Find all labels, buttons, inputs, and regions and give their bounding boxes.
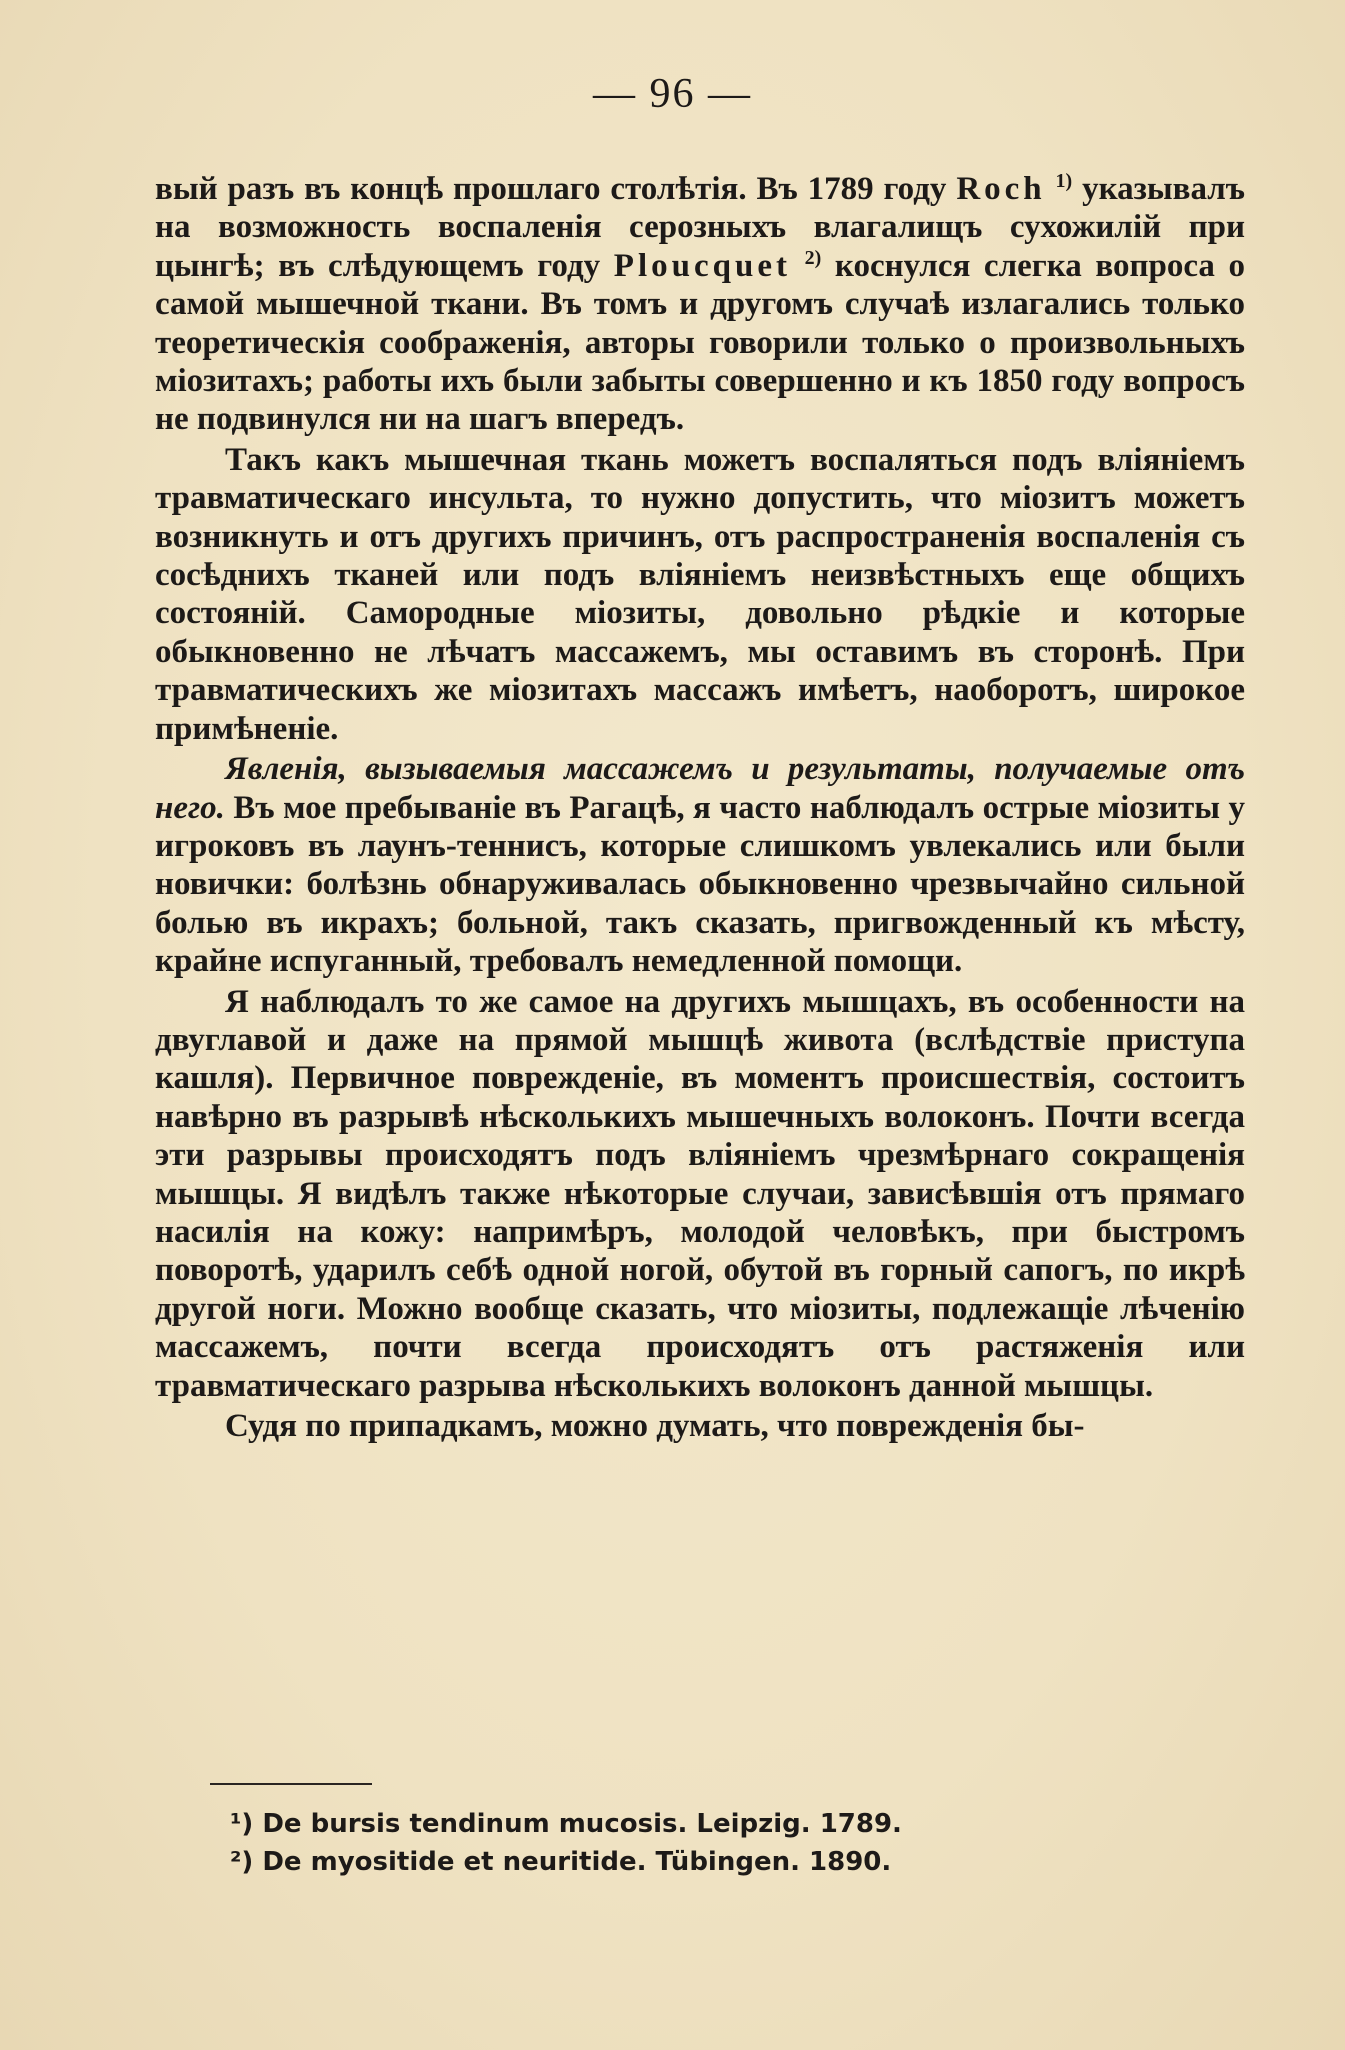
footnote-1-mark: ¹) [230, 1809, 254, 1839]
p1-text-2: указывалъ на возможность воспаленія серозныхъ влагалищъ сухожилій при цынгѣ; въ слѣдующемъ году [155, 171, 1246, 284]
author-ploucquet: Ploucquet [613, 247, 791, 284]
footnote-divider [210, 1783, 372, 1785]
paragraph-5: Судя по припадкамъ, можно думать, что поврежденія бы- [225, 1408, 1085, 1444]
footnote-2-mark: ²) [230, 1847, 254, 1877]
footnote-ref-2: 2) [804, 246, 822, 269]
footnote-1-text: De bursis tendinum mucosis. Leipzig. 1789. [253, 1809, 902, 1839]
footnotes [230, 1805, 1230, 1881]
page-number: — 96 — [593, 71, 752, 117]
footnote-ref-1: 1) [1055, 170, 1073, 192]
paragraph-4: Я наблюдалъ то же самое на другихъ мышцахъ, въ особенности на двуглавой и даже на прямой мышцѣ живота (вслѣдствіе приступа кашля). Первичное поврежденіе, въ моментъ происшествія, состоитъ навѣрно въ разрывѣ нѣсколькихъ мышечныхъ волоконъ. Почти всегда эти разрывы происходятъ подъ вліяніемъ чрезмѣрнаго сокращенія мышцы. Я видѣлъ также нѣкоторые случаи, зависѣвшія отъ прямаго насилія на кожу: напримѣръ, молодой человѣкъ, при быстромъ поворотѣ, ударилъ себѣ одной ногой, обутой въ горный сапогъ, по икрѣ другой ноги. Можно вообще сказать, что міозиты, подлежащіе лѣченію массажемъ, почти всегда происходятъ отъ растяженія или травматическаго разрыва нѣсколькихъ волоконъ данной мышцы. [155, 983, 1245, 1404]
author-roch: Roch [956, 171, 1046, 207]
footnote-2 [230, 1843, 1230, 1881]
section-heading-italic: Явленія, вызываемыя массажемъ и результаты, получаемые отъ него. [155, 751, 1245, 826]
p1-text-3: коснулся слегка вопроса о самой мышечной ткани. Въ томъ и другомъ случаѣ излагались только теоретическія соображенія, авторы говорили только о произвольныхъ міозитахъ; работы ихъ были забыты совершенно и къ 1850 году вопросъ не подвинулся ни на шагъ впередъ. [155, 247, 1245, 438]
p3-text: Въ мое пребываніе въ Рагацѣ, я часто наблюдалъ острые міозиты у игроковъ въ лаунъ-теннисъ, которые слишкомъ увлекались или были новички: болѣзнь обнаруживалась обыкновенно чрезвычайно сильной болью въ икрахъ; больной, такъ сказать, пригвожденный къ мѣсту, крайне испуганный, требовалъ немедленной помощи. [155, 789, 1245, 980]
body-text [155, 170, 1245, 1447]
paragraph-3 [155, 750, 1245, 980]
paragraph-1 [155, 170, 1245, 439]
p1-text-1: вый разъ въ концѣ прошлаго столѣтія. Въ 1789 году [155, 171, 957, 207]
footnote-2-text: De myositide et neuritide. Tübingen. 1890. [253, 1847, 892, 1877]
footnote-1 [230, 1805, 1230, 1843]
paragraph-2: Такъ какъ мышечная ткань можетъ воспаляться подъ вліяніемъ травматическаго инсульта, то нужно допустить, что міозитъ можетъ возникнуть и отъ другихъ причинъ, отъ распространенія воспаленія съ сосѣднихъ тканей или подъ вліяніемъ неизвѣстныхъ еще общихъ состояній. Самородные міозиты, довольно рѣдкіе и которые обыкновенно не лѣчатъ массажемъ, мы оставимъ въ сторонѣ. При травматическихъ же міозитахъ массажъ имѣетъ, наоборотъ, широкое примѣненіе. [155, 441, 1245, 747]
